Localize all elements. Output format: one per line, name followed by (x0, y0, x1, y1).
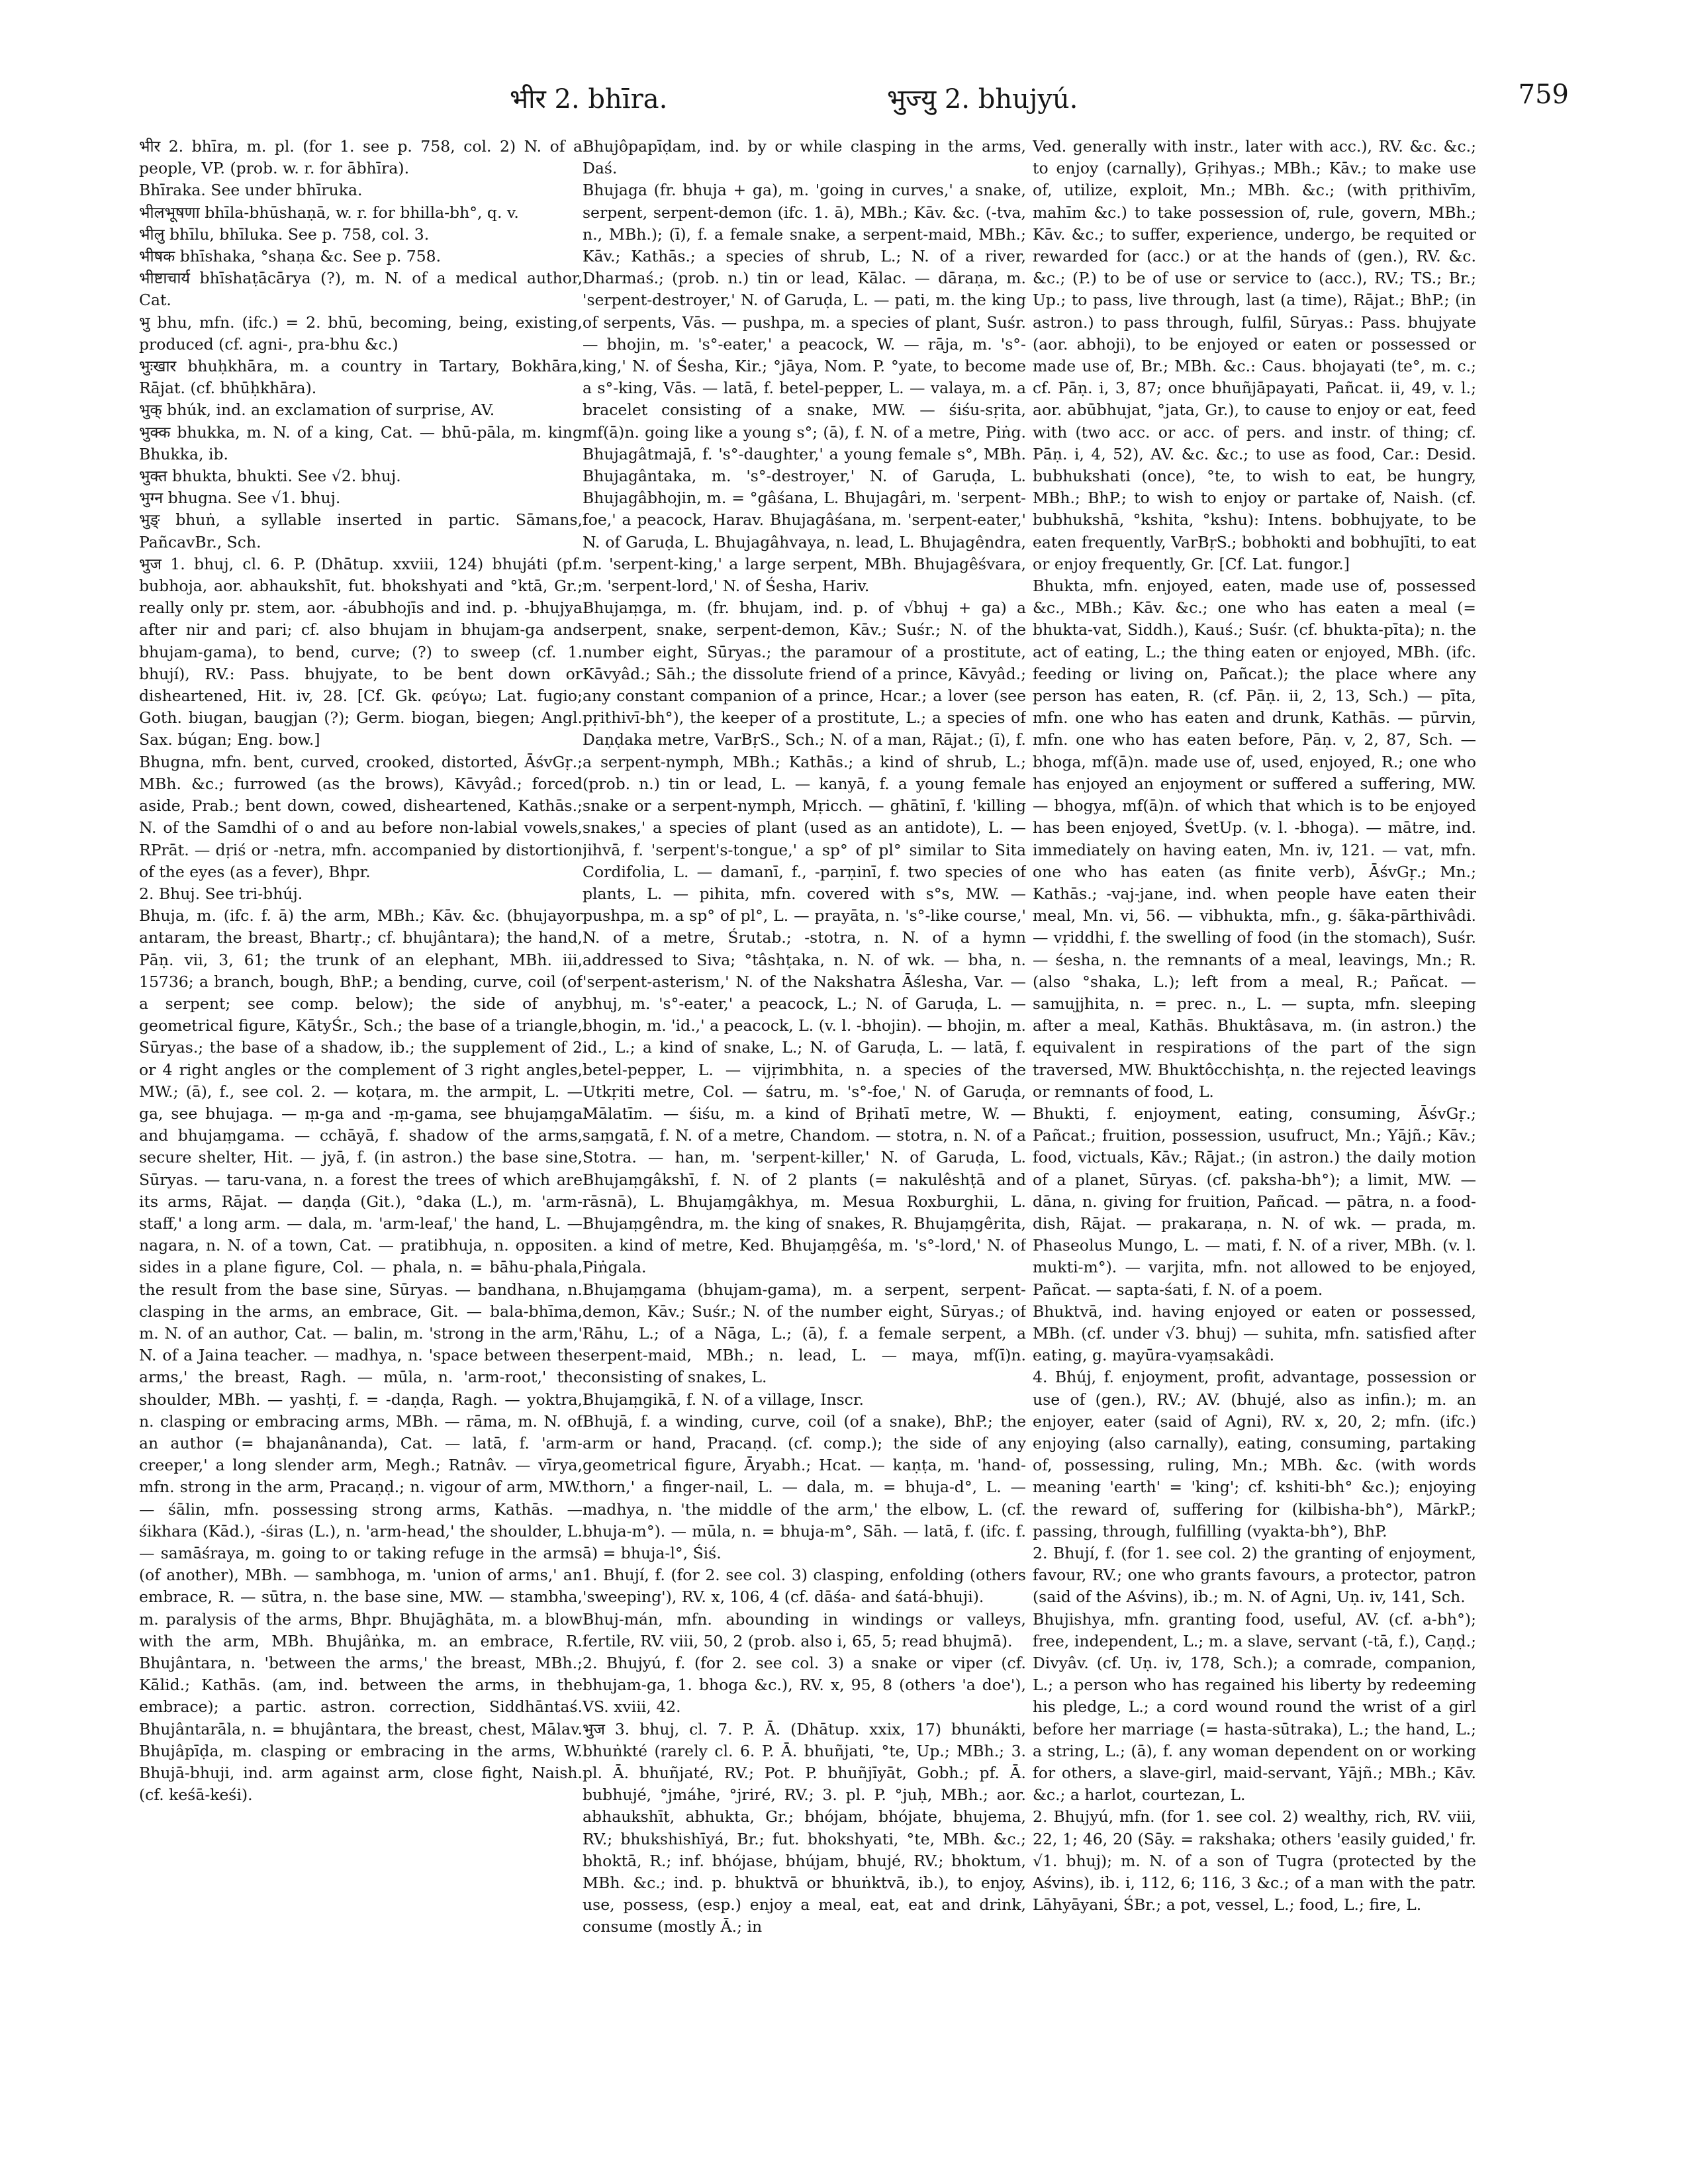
dictionary-entry: भुक्त bhukta, bhukti. See √2. bhuj. (139, 467, 401, 486)
dictionary-entry: भुज 3. bhuj, cl. 7. P. Ā. (Dhātup. xxix, 17) bhunákti, bhuṅkté (rarely cl. 6. P. Ā. bhuñjati, °te, Up.; MBh.; 3. pl. Ā. bhuñjaté, RV.; Pot. P. bhuñjīyāt, Gobh.; pf. Ā. bubhujé, °jmáhe, °jriré, RV.; 3. pl. P. °juḥ, MBh.; aor. abhaukshīt, abhukta, Gr.; bhójam, bhójate, bhujema, RV.; bhukshishīyá, Br.; fut. bhokshyati, °te, MBh. &c.; bhoktā, R.; inf. bhójase, bhújam, bhujé, RV.; bhoktum, MBh. &c.; ind. p. bhuktvā or bhuṅktvā, ib.), to enjoy, use, possess, (esp.) enjoy a meal, eat, eat and drink, consume (mostly Ā.; in (583, 1719, 1026, 1936)
header-left-guideword: भीर 2. bhīra. (510, 84, 668, 115)
dictionary-entry: Bhujaga (fr. bhuja + ga), m. 'going in curves,' a snake, serpent, serpent-demon (ifc. 1. ā), MBh.; Kāv. &c. (-tva, n., MBh.); (ī), f. a female snake, a serpent-maid, MBh.; Kāv.; Kathās.; a species of shrub, L.; N. of a river, Dharmaś.; (prob. n.) tin or lead, Kālac. — dāraṇa, m. 'serpent-destroyer,' N. of Garuḍa, L. — pati, m. the king of serpents, Vās. — pushpa, m. a species of plant, Suśr. — bhojin, m. 's°-eater,' a peacock, W. — rāja, m. 's°-king,' N. of Śesha, Kir.; °jāya, Nom. P. °yate, to become a s°-king, Vās. — latā, f. betel-pepper, L. — valaya, m. a bracelet consisting of a snake, MW. — śiśu-sṛita, mf(ā)n. going like a young s°; (ā), f. N. of a metre, Piṅg. Bhujagâtmajā, f. 's°-daughter,' a young female s°, MBh. Bhujagântaka, m. 's°-destroyer,' N. of Garuḍa, L. Bhujagâbhojin, m. = °gâśana, L. Bhujagâri, m. 'serpent-foe,' a peacock, Harav. Bhujagâśana, m. 'serpent-eater,' N. of Garuḍa, L. Bhujagâhvaya, n. lead, L. Bhujagêndra, m. 'serpent-king,' a large serpent, MBh. Bhujagêśvara, m. 'serpent-lord,' N. of Śesha, Hariv. (583, 181, 1026, 596)
dictionary-entry: भुःखार bhuḥkhāra, m. a country in Tartary, Bokhāra, Rājat. (cf. bhūḥkhāra). (139, 357, 583, 398)
dictionary-entry: 2. Bhujyú, f. (for 2. see col. 3) a snake or viper (cf. bhujam-ga, 1. bhoga &c.), RV. x, 95, 8 (others 'a doe'), VS. xviii, 42. (583, 1654, 1026, 1717)
dictionary-entry: Bhuktvā, ind. having enjoyed or eaten or possessed, MBh. (cf. under √3. bhuj) — suhita, mfn. satisfied after eating, g. mayūra-vyaṃsakâdi. (1033, 1302, 1476, 1365)
dictionary-entry: भु bhu, mfn. (ifc.) = 2. bhū, becoming, being, existing, produced (cf. agni-, pra-bhu &c.) (139, 312, 583, 354)
dictionary-entry: भुक् bhúk, ind. an exclamation of surprise, AV. (139, 401, 495, 420)
dictionary-entry: Bhujôpapīḍam, ind. by or while clasping in the arms, Daś. (583, 137, 1026, 178)
dictionary-entry: 2. Bhujyú, mfn. (for 1. see col. 2) wealthy, rich, RV. viii, 22, 1; 46, 20 (Sāy. = rakshaka; others 'easily guided,' fr. √1. bhuj); m. N. of a son of Tugra (protected by the Aśvins), ib. i, 112, 6; 116, 3 &c.; of a man with the patr. Lāhyāyani, ŚBr.; a pot, vessel, L.; food, L.; fire, L. (1033, 1807, 1476, 1915)
column-2 (583, 136, 1026, 2161)
dictionary-entry: Bhuj-mán, mfn. abounding in windings or valleys, fertile, RV. viii, 50, 2 (prob. also i, 65, 5; read bhujmā). (583, 1609, 1026, 1650)
dictionary-entry: 2. Bhují, f. (for 1. see col. 2) the granting of enjoyment, favour, RV.; one who grants favours, a protector, patron (said of the Aśvins), ib.; m. N. of Agni, Uṇ. iv, 141, Sch. (1033, 1544, 1476, 1607)
dictionary-entry: भुज 1. bhuj, cl. 6. P. (Dhātup. xxviii, 124) bhujáti (pf. bubhoja, aor. abhaukshīt, fut. bhokshyati and °ktā, Gr.; really only pr. stem, aor. -ábubhojīs and ind. p. -bhujya after nir and pari; cf. also bhujam in bhujam-ga and bhujam-gama), to bend, curve; (?) to sweep (cf. 1. bhují), RV.: Pass. bhujyate, to be bent down or disheartened, Hit. iv, 28. [Cf. Gk. φεύγω; Lat. fugio; Goth. biugan, baugjan (?); Germ. biogan, biegen; Angl. Sax. búgan; Eng. bow.] (139, 554, 583, 749)
dictionary-entry: Bhujaṃgikā, f. N. of a village, Inscr. (583, 1390, 864, 1409)
dictionary-entry: Bhujishya, mfn. granting food, useful, AV. (cf. a-bh°); free, independent, L.; m. a slave, servant (-tā, f.), Caṇḍ.; Divyâv. (cf. Uṇ. iv, 178, Sch.); a comrade, companion, L.; a person who has regained his liberty by redeeming his pledge, L.; a cord wound round the wrist of a girl before her marriage (= hasta-sūtraka), L.; the hand, L.; a string, L.; (ā), f. any woman dependent on or working for others, a slave-girl, maid-servant, Yājñ.; MBh.; Kāv. &c.; a harlot, courtezan, L. (1033, 1609, 1476, 1805)
dictionary-entry: Bhujaṃga, m. (fr. bhujam, ind. p. of √bhuj + ga) a serpent, snake, serpent-demon, Kāv.; Suśr.; N. of the number eight, Sūryas.; the paramour of a prostitute, Kāvyâd.; Sāh.; the dissolute friend of a prince, Kāvyâd.; any constant companion of a prince, Hcar.; a lover (see pṛithivī-bh°), the keeper of a prostitute, L.; a species of Daṇḍaka metre, VarBṛS., Sch.; N. of a man, Rājat.; (ī), f. a serpent-nymph, MBh.; Kathās.; a kind of shrub, L.; (prob. n.) tin or lead, L. — kanyā, f. a young female snake or a serpent-nymph, Mṛicch. — ghātinī, f. 'killing snakes,' a species of plant (used as an antidote), L. — jihvā, f. 'serpent's-tongue,' a sp° of pl° similar to Sita Cordifolia, L. — damanī, f., -parṇinī, f. two species of plants, L. — pihita, mfn. covered with s°s, MW. — pushpa, m. a sp° of pl°, L. — prayāta, n. 's°-like course,' N. of a metre, Śrutab.; -stotra, n. N. of a hymn addressed to Siva; °tâshṭaka, n. N. of wk. — bha, n. 'serpent-asterism,' N. of the Nakshatra Āślesha, Var. — bhuj, m. 's°-eater,' a peacock, L.; N. of Garuḍa, L. — bhogin, m. 'id.,' a peacock, L. (v. l. -bhojin). — bhojin, m. id., L.; a kind of snake, L.; N. of Garuḍa, L. — latā, f. betel-pepper, L. — vijṛimbhita, n. a species of the Utkṛiti metre, Col. — śatru, m. 's°-foe,' N. of Garuḍa, Mālatīm. — śiśu, m. a kind of Bṛihatī metre, W. — saṃgatā, f. N. of a metre, Chandom. — stotra, n. N. of a Stotra. — han, m. 'serpent-killer,' N. of Garuḍa, L. Bhujaṃgâkshī, f. N. of 2 plants (= nakulêshṭā and rāsnā), L. Bhujaṃgâkhya, m. Mesua Roxburghii, L. Bhujaṃgêndra, m. the king of snakes, R. Bhujaṃgêrita, n. a kind of metre, Ked. Bhujaṃgêśa, m. 's°-lord,' N. of Piṅgala. (583, 598, 1026, 1277)
dictionary-entry: Bhujā, f. a winding, curve, coil (of a snake), BhP.; the arm or hand, Pracaṇḍ. (cf. comp.); the side of any geometrical figure, Āryabh.; Hcat. — kaṇṭa, m. 'hand-thorn,' a finger-nail, L. — dala, m. = bhuja-d°, L. — madhya, n. 'the middle of the arm,' the elbow, L. (cf. bhuja-m°). — mūla, n. = bhuja-m°, Sāh. — latā, f. (ifc. f. ā) = bhuja-l°, Śiś. (583, 1411, 1026, 1562)
dictionary-entry: Bhugna, mfn. bent, curved, crooked, distorted, ĀśvGṛ.; MBh. &c.; furrowed (as the brows), Kāvyâd.; forced aside, Prab.; bent down, cowed, disheartened, Kathās.; N. of the Samdhi of o and au before non-labial vowels, RPrāt. — dṛiś or -netra, mfn. accompanied by distortion of the eyes (as a fever), Bhpr. (139, 752, 583, 881)
dictionary-entry: 1. Bhují, f. (for 2. see col. 3) clasping, enfolding (others 'sweeping'), RV. x, 106, 4 (cf. dāśa- and śatá-bhuji). (583, 1566, 1026, 1607)
dictionary-entry: भीलु bhīlu, bhīluka. See p. 758, col. 3. (139, 224, 430, 244)
dictionary-entry: भीर 2. bhīra, m. pl. (for 1. see p. 758, col. 2) N. of a people, VP. (prob. w. r. for ābhīra). (139, 137, 583, 178)
page-number: 759 (1518, 79, 1569, 110)
dictionary-entry: भुक्क bhukka, m. N. of a king, Cat. — bhū-pāla, m. king Bhukka, ib. (139, 422, 583, 463)
dictionary-entry: Bhujaṃgama (bhujam-gama), m. a serpent, serpent-demon, Kāv.; Suśr.; N. of the number eight, Sūryas.; of Rāhu, L.; of a Nāga, L.; (ā), f. a female serpent, a serpent-maid, MBh.; n. lead, L. — maya, mf(ī)n. consisting of snakes, L. (583, 1280, 1026, 1387)
dictionary-entry: भीष्टाचार्य bhīshaṭācārya (?), m. N. of a medical author, Cat. (139, 269, 583, 310)
dictionary-entry: Bhuja, m. (ifc. f. ā) the arm, MBh.; Kāv. &c. (bhujayor antaram, the breast, Bhartṛ.; cf. bhujântara); the hand, Pāṇ. vii, 3, 61; the trunk of an elephant, MBh. iii, 15736; a branch, bough, BhP.; a bending, curve, coil (of a serpent; see comp. below); the side of any geometrical figure, KātyŚr., Sch.; the base of a triangle, Sūryas.; the base of a shadow, ib.; the supplement of 2 or 4 right angles or the complement of 3 right angles, MW.; (ā), f., see col. 2. — koṭara, m. the armpit, L. — ga, see bhujaga. — ṃ-ga and -ṃ-gama, see bhujaṃga and bhujaṃgama. — cchāyā, f. shadow of the arms, secure shelter, Hit. — jyā, f. (in astron.) the base sine, Sūryas. — taru-vana, n. a forest the trees of which are its arms, Rājat. — daṇḍa (Git.), °daka (L.), m. 'arm-staff,' a long arm. — dala, m. 'arm-leaf,' the hand, L. — nagara, n. N. of a town, Cat. — pratibhuja, n. opposite sides in a plane figure, Col. — phala, n. = bāhu-phala, the result from the base sine, Sūryas. — bandhana, n. clasping in the arms, an embrace, Git. — bala-bhīma, m. N. of an author, Cat. — balin, m. 'strong in the arm,' N. of a Jaina teacher. — madhya, n. 'space between the arms,' the breast, Ragh. — mūla, n. 'arm-root,' the shoulder, MBh. — yashṭi, f. = -daṇḍa, Ragh. — yoktra, n. clasping or embracing arms, MBh. — rāma, m. N. of an author (= bhajanânanda), Cat. — latā, f. 'arm-creeper,' a long slender arm, Megh.; Ratnâv. — vīrya, mfn. strong in the arm, Pracaṇḍ.; n. vigour of arm, MW. — śālin, mfn. possessing strong arms, Kathās. — śikhara (Kād.), -śiras (L.), n. 'arm-head,' the shoulder, L. — samāśraya, m. going to or taking refuge in the arms (of another), MBh. — sambhoga, m. 'union of arms,' an embrace, R. — sūtra, n. the base sine, MW. — stambha, m. paralysis of the arms, Bhpr. Bhujāghāta, m. a blow with the arm, MBh. Bhujâṅka, m. an embrace, R. Bhujântara, n. 'between the arms,' the breast, MBh.; Kālid.; Kathās. (am, ind. between the arms, in the embrace); a partic. astron. correction, Siddhāntaś. Bhujântarāla, n. = bhujântara, the breast, chest, Mālav. Bhujâpīḍa, m. clasping or embracing in the arms, W. Bhujā-bhuji, ind. arm against arm, close fight, Naish. (cf. keśā-keśi). (139, 906, 583, 1805)
dictionary-entry: भुग्न bhugna. See √1. bhuj. (139, 489, 341, 508)
dictionary-entry: 4. Bhúj, f. enjoyment, profit, advantage, possession or use of (gen.), RV.; AV. (bhujé, also as infin.); m. an enjoyer, eater (said of Agni), RV. x, 20, 2; mfn. (ifc.) enjoying (also carnally), eating, consuming, partaking of, possessing, ruling, Mn.; MBh. &c. (with words meaning 'earth' = 'king'; cf. kshiti-bh° &c.); enjoying the reward of, suffering for (kilbisha-bh°), MārkP.; passing, through, fulfilling (vyakta-bh°), BhP. (1033, 1368, 1476, 1541)
dictionary-entry: Ved. generally with instr., later with acc.), RV. &c. &c.; to enjoy (carnally), Gṛihyas.; MBh.; Kāv.; to make use of, utilize, exploit, Mn.; MBh. &c.; (with pṛithivīm, mahīm &c.) to take possession of, rule, govern, MBh.; Kāv. &c.; to suffer, experience, undergo, be requited or rewarded for (acc.) or at the hands of (gen.), RV. &c. &c.; (P.) to be of use or service to (acc.), RV.; TS.; Br.; Up.; to pass, live through, last (a time), Rājat.; BhP.; (in astron.) to pass through, fulfil, Sūryas.: Pass. bhujyate (aor. abhoji), to be enjoyed or eaten or possessed or made use of, Br.; MBh. &c.: Caus. bhojayati (te°, m. c.; cf. Pāṇ. i, 3, 87; once bhuñjāpayati, Pañcat. ii, 49, v. l.; aor. abūbhujat, °jata, Gr.), to cause to enjoy or eat, feed with (two acc. or acc. of pers. and instr. of thing; cf. Pāṇ. i, 4, 52), AV. &c. &c.; to use as food, Car.: Desid. bubhukshati (once), °te, to wish to eat, be hungry, MBh.; BhP.; to wish to enjoy or partake of, Naish. (cf. bubhukshā, °kshita, °kshu): Intens. bobhujyate, to be eaten frequently, VarBṛS.; bobhokti and bobhujīti, to eat or enjoy frequently, Gr. [Cf. Lat. fungor.] (1033, 137, 1476, 573)
dictionary-entry: भीलभूषणा bhīla-bhūshaṇā, w. r. for bhilla-bh°, q. v. (139, 203, 519, 222)
dictionary-entry: भीषक bhīshaka, °shaṇa &c. See p. 758. (139, 247, 442, 266)
dictionary-entry: Bhukti, f. enjoyment, eating, consuming, ĀśvGṛ.; Pañcat.; fruition, possession, usufruct, Mn.; Yājñ.; Kāv.; food, victuals, Kāv.; Rājat.; (in astron.) the daily motion of a planet, Sūryas. (cf. paksha-bh°); a limit, MW. — dāna, n. giving for fruition, Pañcad. — pātra, n. a food-dish, Rājat. — prakaraṇa, n. N. of wk. — prada, m. Phaseolus Mungo, L. — mati, f. N. of a river, MBh. (v. l. mukti-m°). — varjita, mfn. not allowed to be enjoyed, Pañcat. — sapta-śati, f. N. of a poem. (1033, 1104, 1476, 1299)
dictionary-entry: Bhukta, mfn. enjoyed, eaten, made use of, possessed &c., MBh.; Kāv. &c.; one who has eaten a meal (= bhukta-vat, Siddh.), Kauś.; Suśr. (cf. bhukta-pīta); n. the act of eating, L.; the thing eaten or enjoyed, MBh. (ifc. feeding or living on, Pañcat.); the place where any person has eaten, R. (cf. Pāṇ. ii, 2, 13, Sch.) — pīta, mfn. one who has eaten and drunk, Kathās. — pūrvin, mfn. one who has eaten before, Pāṇ. v, 2, 87, Sch. — bhoga, mf(ā)n. made use of, used, enjoyed, R.; one who has enjoyed an enjoyment or suffered a suffering, MW. — bhogya, mf(ā)n. of which that which is to be enjoyed has been enjoyed, ŚvetUp. (v. l. -bhoga). — mātre, ind. immediately on having eaten, Mn. iv, 121. — vat, mfn. one who has eaten (as finite verb), ĀśvGṛ.; Mn.; Kathās.; -vaj-jane, ind. when people have eaten their meal, Mn. vi, 56. — vibhukta, mfn., g. śāka-pārthivâdi. — vṛiddhi, f. the swelling of food (in the stomach), Suśr. — śesha, n. the remnants of a meal, leavings, Mn.; R. (also °shaka, L.); left from a meal, R.; Pañcat. — samujjhita, n. = prec. n., L. — supta, mfn. sleeping after a meal, Kathās. Bhuktâsava, m. (in astron.) the equivalent in respirations of the part of the sign traversed, MW. Bhuktôcchishṭa, n. the rejected leavings or remnants of food, L. (1033, 577, 1476, 1101)
dictionary-entry: 2. Bhuj. See tri-bhúj. (139, 884, 303, 903)
page-header (139, 79, 1569, 126)
column-3 (1033, 136, 1476, 2161)
dictionary-entry: भुङ् bhuṅ, a syllable inserted in partic. Sāmans, PañcavBr., Sch. (139, 510, 583, 551)
header-right-guideword: भुज्यु 2. bhujyú. (887, 84, 1078, 115)
dictionary-entry: Bhīraka. See under bhīruka. (139, 181, 363, 200)
column-1 (139, 136, 583, 2161)
